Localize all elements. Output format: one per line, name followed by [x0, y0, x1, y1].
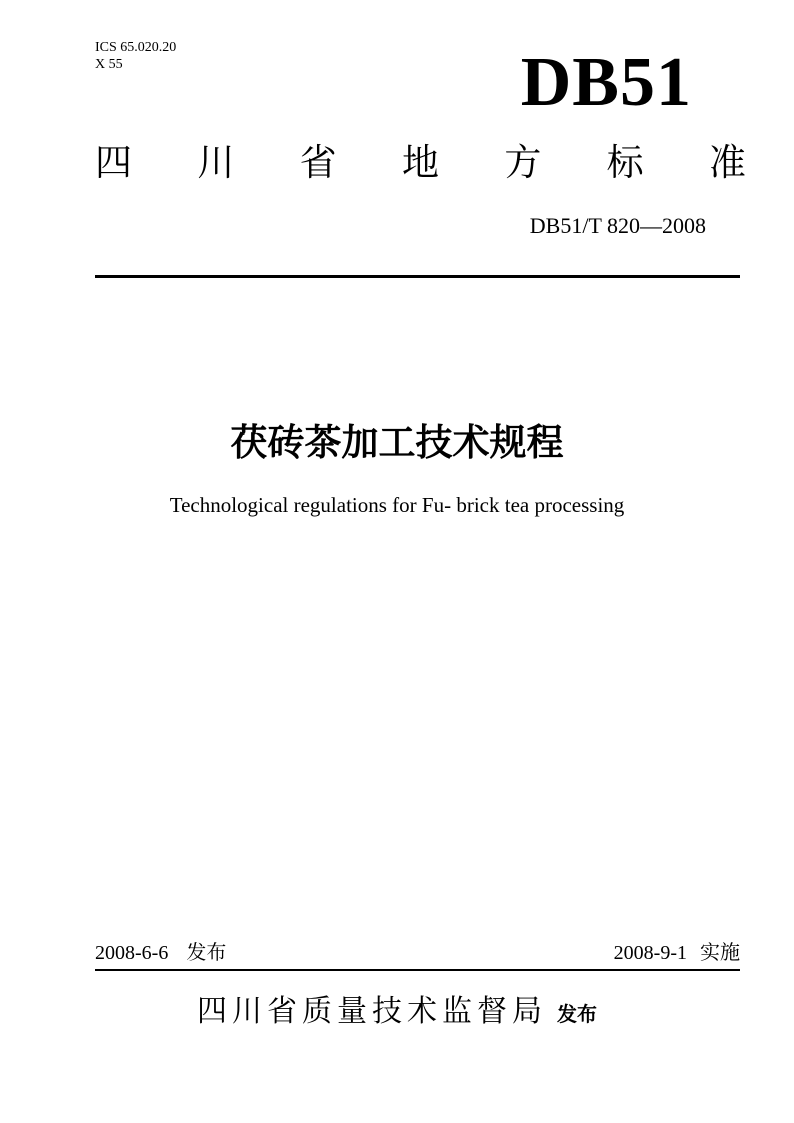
implement-date-group: [614, 942, 740, 965]
document-title-zh: 茯砖茶加工技术规程: [230, 422, 564, 463]
ics-classification-block: [95, 39, 176, 73]
standard-name-char: 四: [95, 142, 132, 183]
footer-dates-row: [95, 942, 740, 965]
standard-name-char: 标: [606, 142, 644, 183]
document-title-en: Technological regulations for Fu- brick tea processing: [169, 493, 625, 517]
implement-date: 2008-9-1: [613, 942, 687, 964]
standard-name-char: 方: [504, 142, 542, 183]
publisher-label: 发布: [557, 1004, 597, 1026]
ics-code: ICS 65.020.20: [95, 40, 177, 55]
implement-label: 实施: [700, 942, 740, 964]
footer-rule: [95, 969, 740, 971]
standard-name-char: 地: [401, 142, 439, 183]
issue-label: 发布: [186, 942, 227, 964]
issue-date-group: [95, 942, 226, 965]
standard-name-char: 省: [299, 142, 337, 183]
issue-date: 2008-6-6: [95, 942, 169, 964]
standard-name-char: 川: [197, 142, 235, 183]
classification-code: X 55: [95, 57, 123, 72]
db51-logo: DB51: [520, 44, 692, 121]
standard-name-row: [95, 142, 746, 185]
publisher-name: 四川省质量技术监督局: [197, 995, 547, 1028]
standard-name-char: 准: [708, 142, 746, 183]
header-rule: [95, 275, 740, 278]
standard-code: DB51/T 820—2008: [529, 213, 706, 238]
publisher-row: [0, 995, 794, 1030]
